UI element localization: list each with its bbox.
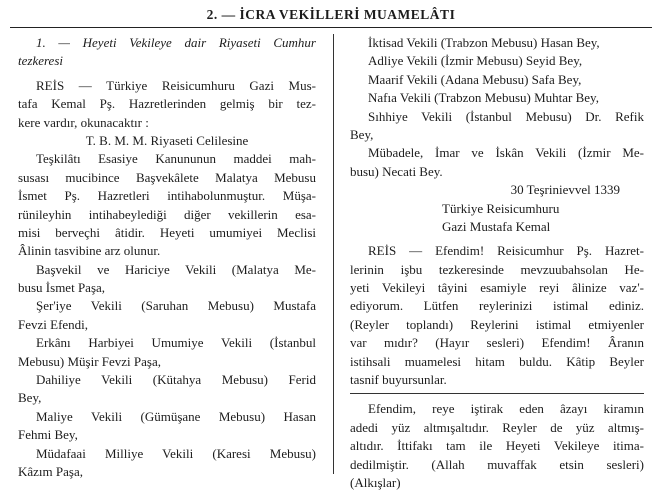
addressee: T. B. M. M. Riyaseti Celilesine	[85, 132, 249, 148]
signature-line: Türkiye Reisicumhuru	[442, 200, 560, 216]
body-line: Teşkilâtı Esasiye Kanununun maddei mah-	[36, 151, 316, 167]
minister-line: busu İsmet Paşa,	[18, 280, 106, 296]
reis-speech-line: (Reyler toplandı) Reylerini istimal etmiyenler	[350, 316, 644, 332]
left-column	[18, 34, 316, 481]
result-line: Efendim, reye iştirak eden âzayı kiramın	[368, 401, 644, 417]
reis-speech-line: ediyorum. Lütfen reylerinizi istimal ediniz.	[350, 298, 644, 314]
minister-line: Dahiliye Vekili (Kütahya Mebusu) Ferid	[36, 372, 316, 388]
minister-line: Mebusu) Müşir Fevzi Paşa,	[18, 353, 161, 369]
minister-line: Bey,	[18, 390, 42, 406]
reis-intro-line: tafa Kemal Pş. Hazretlerinden gelmiş bir tez-	[18, 96, 316, 112]
reis-intro-line: REİS — Türkiye Reisicumhuru Gazi Mus-	[36, 77, 316, 93]
reis-speech-line: tasnif buyursunlar.	[350, 372, 447, 388]
minister-line: İktisad Vekili (Trabzon Mebusu) Hasan Bey,	[368, 35, 600, 50]
reis-speech-line: lerinin işbu tezkeresinde mevzuubahsolan He-	[350, 261, 644, 277]
minister-line: Adliye Vekili (İzmir Mebusu) Seyid Bey,	[368, 53, 583, 69]
minister-line: Kâzım Paşa,	[18, 463, 83, 479]
column-divider	[333, 34, 334, 474]
reis-speech-line: REİS — Efendim! Reisicumhur Pş. Hazret-	[368, 243, 644, 259]
minister-line: Fehmi Bey,	[18, 427, 78, 443]
section-heading: 2. — İCRA VEKİLLERİ MUAMELÂTI	[206, 7, 456, 22]
minister-line: Maliye Vekili (Gümüşane Mebusu) Hasan	[36, 408, 316, 424]
minister-line: busu) Necati Bey.	[350, 163, 443, 179]
minister-line: Sıhhiye Vekili (İstanbul Mebusu) Dr. Refik	[368, 108, 644, 124]
result-line: dedilmiştir. (Allah muvaffak etsin sesleri)	[350, 456, 644, 472]
minister-line: Mübadele, İmar ve İskân Vekili (İzmir Me-	[368, 145, 644, 161]
reis-intro-line: kere vardır, okunacaktır :	[18, 114, 149, 130]
top-rule	[10, 27, 652, 28]
body-line: rünileyhin intihabeylediği diğer vekillerin esa-	[18, 206, 316, 222]
result-line: altıdır. İttifakı tam ile Heyeti Vekileye itima-	[350, 438, 644, 454]
minister-line: Fevzi Efendi,	[18, 316, 89, 332]
result-line: (Alkışlar)	[350, 474, 401, 490]
result-line: adedi yüz altmışaltıdır. Reyler de yüz altmış-	[350, 419, 644, 435]
minister-line: Maarif Vekili (Adana Mebusu) Safa Bey,	[368, 71, 582, 87]
reis-speech-line: istihsali muamelesi hitam buldu. Kâtip Beyler	[350, 353, 644, 369]
minister-line: Erkânı Harbiyei Umumiye Vekili (İstanbul	[36, 335, 316, 351]
minister-line: Şer'iye Vekili (Saruhan Mebusu) Mustafa	[36, 298, 316, 314]
reis-speech-line: var mıdır? (Hayır sesleri) Efendim! Âranın	[350, 335, 644, 351]
right-column	[350, 34, 644, 492]
signature-line: Gazi Mustafa Kemal	[442, 218, 551, 234]
body-line: İsmet Pş. Hazretleri intihabolunmuştur. Müşa-	[18, 188, 316, 204]
body-line: misi berveçhi âtidir. Heyeti umumiyei Meclisi	[18, 224, 316, 240]
section-rule	[350, 393, 644, 394]
reis-speech-line: yeti Vekileyi tâyini esamiyle reyi âlinize vaz'-	[350, 280, 644, 296]
minister-line: Müdafaai Milliye Vekili (Karesi Mebusu)	[36, 445, 316, 461]
body-line: susası mucibince Başvekâlete Malatya Mebusu	[18, 169, 316, 185]
minister-line: Bey,	[350, 126, 374, 142]
body-line: Âlinin tasvibine arz olunur.	[18, 243, 161, 259]
item-title-line: 1. — Heyeti Vekileye dair Riyaseti Cumhur	[36, 35, 316, 50]
letter-date: 30 Teşrinievvel 1339	[510, 182, 620, 198]
item-title-line: tezkeresi	[18, 53, 63, 69]
minister-line: Başvekil ve Hariciye Vekili (Malatya Me-	[36, 261, 316, 277]
minister-line: Nafıa Vekili (Trabzon Mebusu) Muhtar Bey,	[368, 90, 599, 106]
